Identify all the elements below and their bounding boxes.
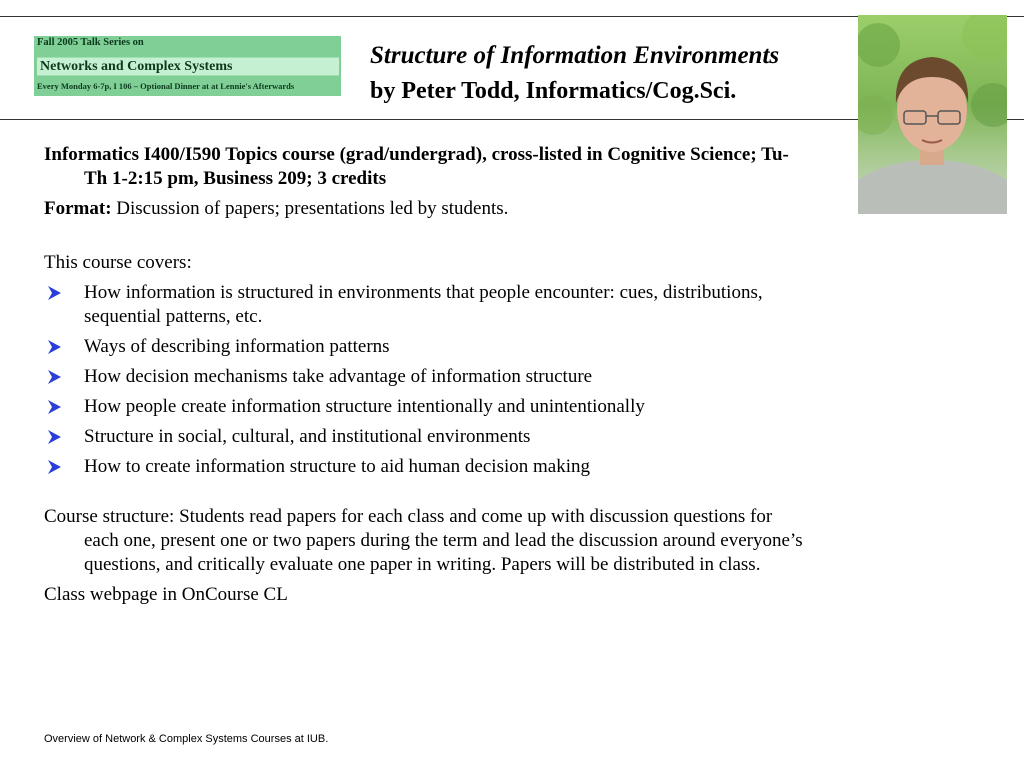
page-title: Structure of Information Environments — [370, 42, 780, 69]
list-item — [44, 335, 804, 359]
list-item — [44, 365, 804, 389]
list-item — [44, 425, 804, 449]
list-item — [44, 281, 804, 329]
topic-text: Structure in social, cultural, and institutional environments — [84, 426, 531, 447]
format-label: Format: — [44, 198, 112, 219]
banner-top-text: Fall 2005 Talk Series on — [37, 37, 144, 48]
covers-intro: This course covers: — [44, 252, 192, 273]
arrow-bullet-icon — [46, 285, 62, 301]
list-item — [44, 455, 804, 479]
arrow-bullet-icon — [46, 399, 62, 415]
arrow-bullet-icon — [46, 459, 62, 475]
talk-series-banner — [34, 36, 341, 96]
class-webpage: Class webpage in OnCourse CL — [44, 584, 288, 605]
arrow-bullet-icon — [46, 429, 62, 445]
topic-text: How information is structured in environments that people encounter: cues, distributions, sequential patterns, etc. — [84, 282, 763, 327]
list-item — [44, 395, 804, 419]
course-description — [44, 143, 804, 613]
portrait-illustration — [858, 15, 1007, 214]
topic-text: How people create information structure intentionally and unintentionally — [84, 396, 645, 417]
slide-footer: Overview of Network & Complex Systems Courses at IUB. — [44, 733, 329, 745]
topic-text: How decision mechanisms take advantage of information structure — [84, 366, 593, 387]
banner-title: Networks and Complex Systems — [37, 57, 339, 76]
arrow-bullet-icon — [46, 369, 62, 385]
course-heading: Informatics I400/I590 Topics course (grad/undergrad), cross-listed in Cognitive Science; Tu-Th 1-2:15 pm, Business 209; 3 credits — [44, 144, 789, 189]
format-text: Discussion of papers; presentations led by students. — [111, 198, 509, 219]
course-structure: Course structure: Students read papers for each class and come up with discussion questions for each one, present one or two papers during the term and lead the discussion around everyone’s questions, and critically evaluate one paper in writing. Papers will be distributed in class. — [44, 506, 803, 575]
topic-text: How to create information structure to aid human decision making — [84, 456, 590, 477]
page-byline: by Peter Todd, Informatics/Cog.Sci. — [370, 78, 737, 104]
banner-schedule: Every Monday 6-7p, I 106 – Optional Dinner at at Lennie's Afterwards — [37, 81, 295, 91]
topic-text: Ways of describing information patterns — [84, 336, 390, 357]
course-format — [44, 197, 804, 221]
topic-list — [44, 281, 804, 479]
arrow-bullet-icon — [46, 339, 62, 355]
speaker-photo — [858, 15, 1007, 214]
